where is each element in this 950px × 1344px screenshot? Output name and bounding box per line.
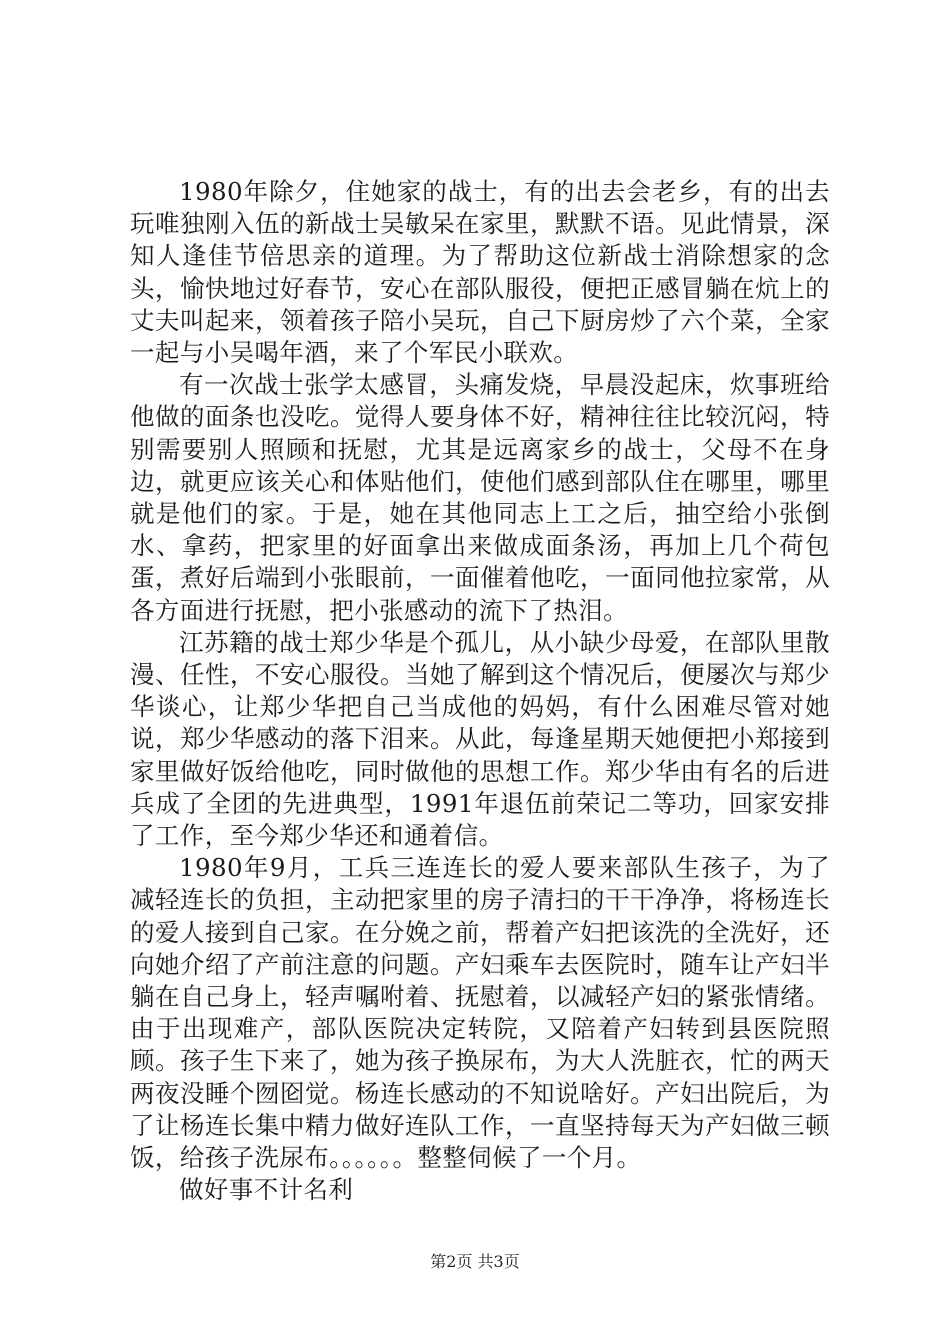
section-heading-good-deeds: 做好事不计名利 [179,1175,354,1205]
document-body [130,176,830,1207]
page-number-footer: 第2页 共3页 [430,1252,520,1271]
paragraph-company-commander-wife: 1980年9月，工兵三连连长的爱人要来部队生孩子，为了减轻连长的负担，主动把家里的房子清扫的干干净净，将杨连长的爱人接到自己家。在分娩之前，帮着产妇把该洗的全洗好，还向她介绍了产前注意的问题。产妇乘车去医院时，随车让产妇半躺在自己身上，轻声嘱咐着、抚慰着，以减轻产妇的紧张情绪。由于出现难产，部队医院决定转院，又陪着产妇转到县医院照顾。孩子生下来了，她为孩子换尿布，为大人洗脏衣，忙的两天两夜没睡个囫囵觉。杨连长感动的不知说啥好。产妇出院后，为了让杨连长集中精力做好连队工作，一直坚持每天为产妇做三顿饭，给孩子洗尿布。。。。。。整整伺候了一个月。 [130,853,830,1173]
paragraph-zhang-xuetai: 有一次战士张学太感冒，头痛发烧，早晨没起床，炊事班给他做的面条也没吃。觉得人要身体不好，精神往往比较沉闷，特别需要别人照顾和抚慰，尤其是远离家乡的战士，父母不在身边，就更应该关心和体贴他们，使他们感到部队住在哪里，哪里就是他们的家。于是，她在其他同志上工之后，抽空给小张倒水、拿药，把家里的好面拿出来做成面条汤，再加上几个荷包蛋，煮好后端到小张眼前，一面催着他吃，一面同他拉家常，从各方面进行抚慰，把小张感动的流下了热泪。 [130,370,830,625]
paragraph-zheng-shaohua: 江苏籍的战士郑少华是个孤儿，从小缺少母爱，在部队里散漫、任性，不安心服役。当她了解到这个情况后，便屡次与郑少华谈心，让郑少华把自己当成他的妈妈，有什么困难尽管对她说，郑少华感动的落下泪来。从此，每逢星期天她便把小郑接到家里做好饭给他吃，同时做他的思想工作。郑少华由有名的后进兵成了全团的先进典型，1991年退伍前荣记二等功，回家安排了工作，至今郑少华还和通着信。 [130,627,830,851]
paragraph-new-year-eve: 1980年除夕，住她家的战士，有的出去会老乡，有的出去玩唯独刚入伍的新战士吴敏呆在家里，默默不语。见此情景，深知人逢佳节倍思亲的道理。为了帮助这位新战士消除想家的念头，愉快地过好春节，安心在部队服役，便把正感冒躺在炕上的丈夫叫起来，领着孩子陪小吴玩，自己下厨房炒了六个菜，全家一起与小吴喝年酒，来了个军民小联欢。 [130,177,830,368]
